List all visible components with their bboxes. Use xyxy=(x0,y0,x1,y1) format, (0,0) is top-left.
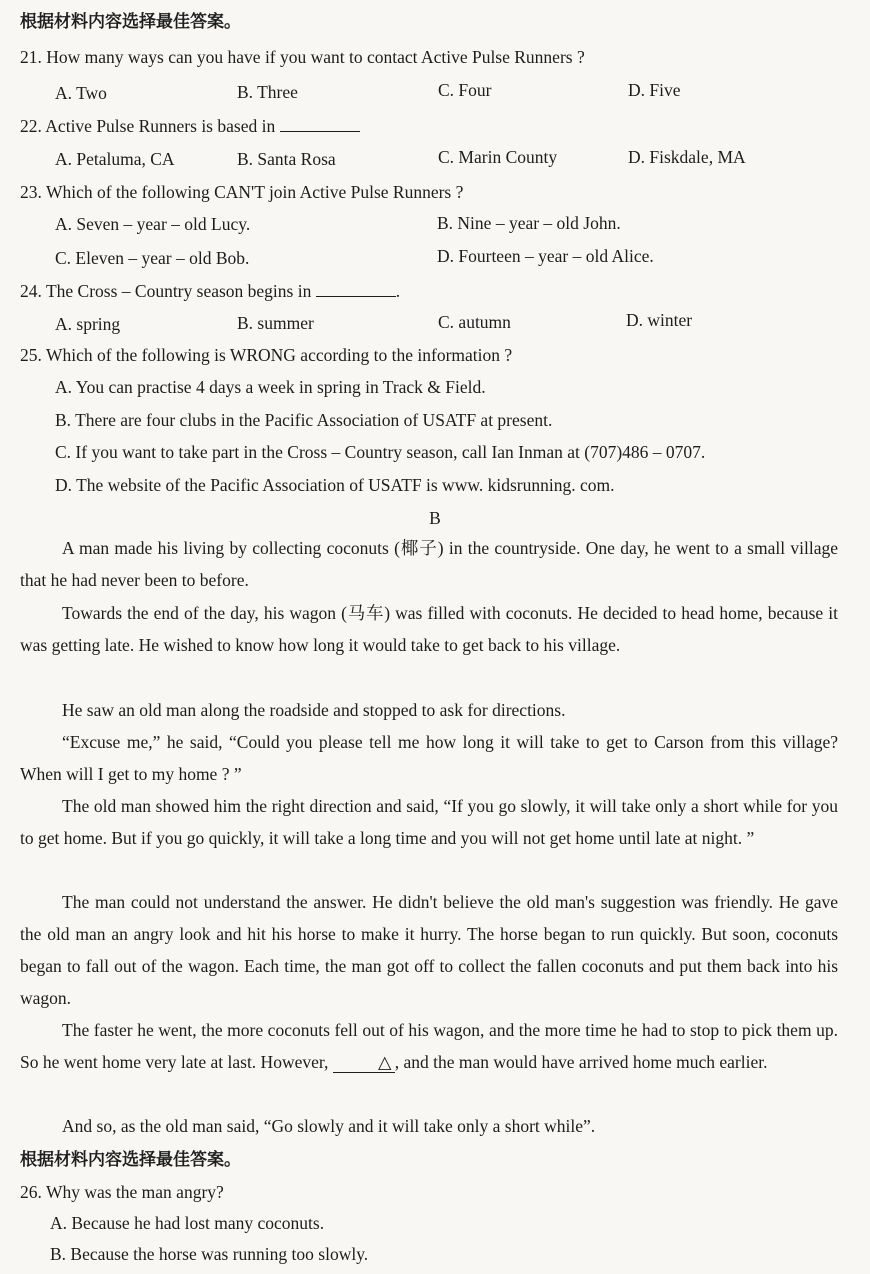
stem-end: . xyxy=(395,281,401,301)
paragraph-text-end: , and the man would have arrived home much earlier. xyxy=(394,1052,768,1072)
option-21a: A. Two xyxy=(55,83,107,103)
passage-paragraph-4: “Excuse me,” he said, “Could you please tell me how long it will take to get to Carson from this village? When will I get to my home ? ” xyxy=(20,732,838,784)
passage-paragraph-1: A man made his living by collecting coconuts (椰子) in the countryside. One day, he went to a small village that he had never been to before. xyxy=(20,538,838,590)
passage-paragraph-5: The old man showed him the right direction and said, “If you go slowly, it will take only a short while for you to get home. But if you go quickly, it will take a long time and you will not get home until late at night. ” xyxy=(20,796,838,848)
question-number: 24. xyxy=(20,281,42,301)
option-21c: C. Four xyxy=(438,80,492,100)
question-stem: How many ways can you have if you want to contact Active Pulse Runners ? xyxy=(46,47,585,67)
option-22a: A. Petaluma, CA xyxy=(55,149,175,169)
option-25c: C. If you want to take part in the Cross – Country season, call Ian Inman at (707)486 – 0707. xyxy=(55,442,706,462)
option-21b: B. Three xyxy=(237,82,298,102)
question-number: 21. xyxy=(20,47,42,67)
passage-paragraph-7 xyxy=(20,1014,838,1078)
passage-paragraph-3: He saw an old man along the roadside and stopped to ask for directions. xyxy=(62,700,566,720)
question-number: 22. xyxy=(20,116,42,136)
paragraph-text: The faster he went, the more coconuts fell out of his wagon, and the more time he had to stop to pick them up. So he went home very late at last. However, xyxy=(20,1020,838,1072)
question-26 xyxy=(20,1180,224,1204)
question-number: 23. xyxy=(20,182,42,202)
option-24a: A. spring xyxy=(55,314,121,334)
option-26a: A. Because he had lost many coconuts. xyxy=(50,1213,325,1233)
option-24b: B. summer xyxy=(237,313,314,333)
question-stem: Which of the following is WRONG according to the information ? xyxy=(45,345,513,365)
answer-blank xyxy=(316,280,396,297)
option-24c: C. autumn xyxy=(438,312,511,332)
option-24d: D. winter xyxy=(626,310,693,330)
option-25a: A. You can practise 4 days a week in spring in Track & Field. xyxy=(55,377,486,397)
question-24 xyxy=(20,279,400,303)
option-23a: A. Seven – year – old Lucy. xyxy=(55,214,251,234)
question-number: 25. xyxy=(20,345,42,365)
question-stem: Why was the man angry? xyxy=(45,1182,224,1202)
passage-paragraph-8: And so, as the old man said, “Go slowly and it will take only a short while”. xyxy=(62,1116,596,1136)
option-23d: D. Fourteen – year – old Alice. xyxy=(437,246,654,266)
option-26b: B. Because the horse was running too slowly. xyxy=(50,1244,369,1264)
question-22 xyxy=(20,114,360,138)
option-23c: C. Eleven – year – old Bob. xyxy=(55,248,250,268)
option-25b: B. There are four clubs in the Pacific Association of USATF at present. xyxy=(55,410,553,430)
option-25d: D. The website of the Pacific Association of USATF is www. kidsrunning. com. xyxy=(55,475,615,495)
option-22b: B. Santa Rosa xyxy=(237,149,336,169)
question-21 xyxy=(20,45,585,69)
passage-paragraph-6: The man could not understand the answer. He didn't believe the old man's suggestion was friendly. He gave the old man an angry look and hit his horse to make it hurry. The horse began to run quickly. But soon, coconuts began to fall out of the wagon. Each time, the man got off to collect the fallen coconuts and put them back into his wagon. xyxy=(20,892,838,1008)
question-25 xyxy=(20,343,512,367)
question-stem: The Cross – Country season begins in xyxy=(45,281,312,301)
section-title: B xyxy=(429,508,441,528)
option-21d: D. Five xyxy=(628,80,681,100)
passage-paragraph-2: Towards the end of the day, his wagon (马车) was filled with coconuts. He decided to head home, because it was getting late. He wished to know how long it would take to get back to his village. xyxy=(20,603,838,655)
option-22c: C. Marin County xyxy=(438,147,558,167)
option-22d: D. Fiskdale, MA xyxy=(628,147,746,167)
instruction-heading: 根据材料内容选择最佳答案。 xyxy=(20,12,241,32)
question-23 xyxy=(20,180,463,204)
question-stem: Which of the following CAN'T join Active Pulse Runners ? xyxy=(45,182,464,202)
question-stem: Active Pulse Runners is based in xyxy=(45,116,276,136)
question-number: 26. xyxy=(20,1182,42,1202)
answer-blank-triangle: △ xyxy=(333,1052,395,1073)
instruction-heading-2: 根据材料内容选择最佳答案。 xyxy=(20,1150,241,1170)
answer-blank xyxy=(280,115,360,132)
option-23b: B. Nine – year – old John. xyxy=(437,213,621,233)
